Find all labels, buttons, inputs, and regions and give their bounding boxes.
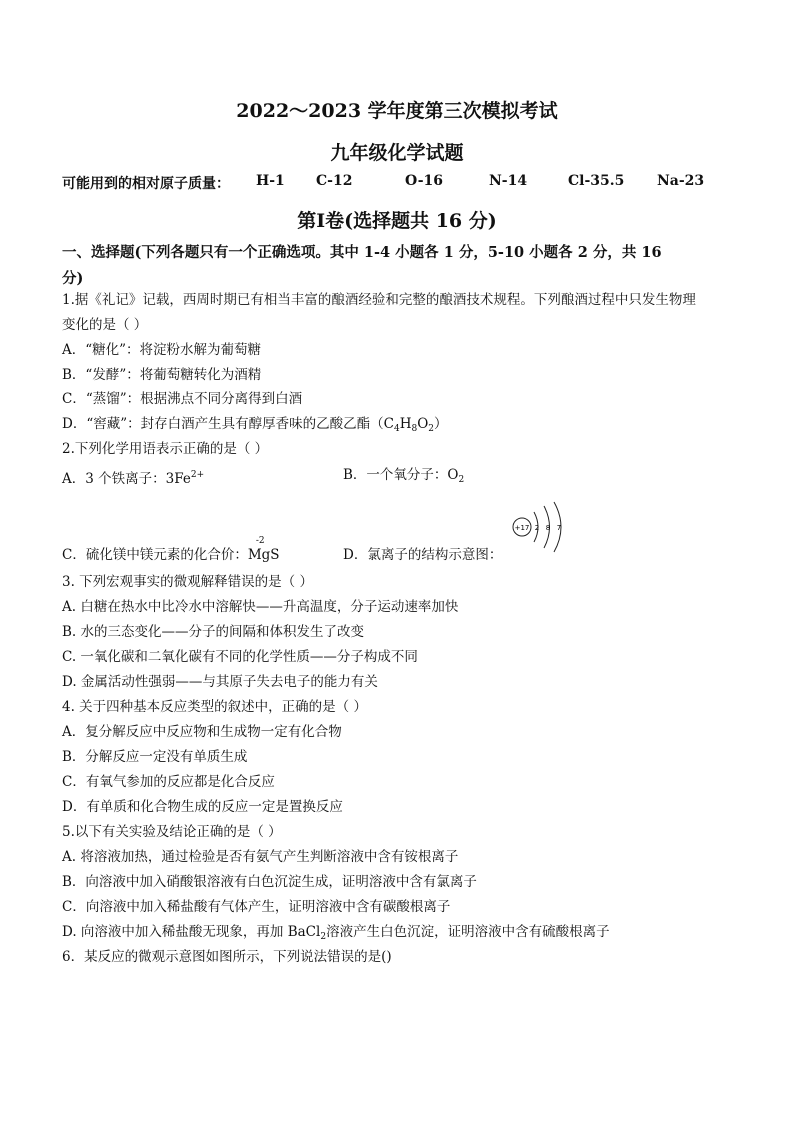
subject-title: 九年级化学试题 [330,142,464,164]
q2-c-formula-wrap [247,536,280,565]
q2-b-sub: 2 [458,475,465,485]
q1-option-c: C．“蒸馏”：根据沸点不同分离得到白酒 [62,391,303,407]
q5-d-text: D. 向溶液中加入稀盐酸无现象，再加 BaCl [62,924,321,940]
q1-option-b: B．“发酵”：将葡萄糖转化为酒精 [62,367,262,383]
atomic-masses-label: 可能用到的相对原子质量： [62,176,230,192]
q1-option-a: A．“糖化”：将淀粉水解为葡萄糖 [62,342,262,358]
q1-d-end: ） [434,416,448,432]
q2-option-d: D．氯离子的结构示意图： [343,547,503,563]
q1-d-sub-h: 8 [411,424,418,434]
q3-option-c: C. 一氧化碳和二氧化碳有不同的化学性质——分子构成不同 [62,649,418,665]
part-title: 第Ⅰ卷(选择题共 16 分) [297,210,497,232]
section-heading-line1: 一、选择题(下列各题只有一个正确选项。其中 1-4 小题各 1 分，5-10 小题各 2 分，共 16 [62,244,662,261]
q5-stem: 5.以下有关实验及结论正确的是（ ） [62,824,282,840]
q1-d-text: D．“窖藏”：封存白酒产生具有醇厚香味的乙酸乙酯（C [62,416,394,432]
q3-option-b: B. 水的三态变化——分子的间隔和体积发生了改变 [62,624,365,640]
section-heading [62,240,732,292]
q2-a-text: A．3 个铁离子：3Fe [62,471,191,487]
q2-option-b [343,465,464,490]
shell-2-electrons: 8 [545,524,551,532]
q4-option-c: C．有氧气参加的反应都是化合反应 [62,774,275,790]
q5-d-sub: 2 [320,932,327,942]
q2-stem: 2.下列化学用语表示正确的是（ ） [62,441,269,457]
q4-option-d: D．有单质和化合物生成的反应一定是置换反应 [62,799,343,815]
mass-h: H-1 [256,173,285,189]
q1-stem-line1: 1.据《礼记》记载，西周时期已有相当丰富的酿酒经验和完整的酿酒技术规程。下列酿酒过程中只发生物理 [62,292,696,308]
q5-option-b: B．向溶液中加入硝酸银溶液有白色沉淀生成，证明溶液中含有氯离子 [62,874,477,890]
q3-stem: 3. 下列宏观事实的微观解释错误的是（ ） [62,574,313,590]
section-heading-line2: 分) [62,270,84,287]
mass-n: N-14 [489,173,528,189]
mass-cl: Cl-35.5 [568,173,625,189]
shell-1-electrons: 2 [534,524,540,532]
q1-stem-line2: 变化的是（ ） [62,317,148,333]
mass-na: Na-23 [657,173,705,189]
nucleus-charge: +17 [514,524,530,532]
q2-c-formula: MgS [247,547,280,563]
q5-d-text-end: 溶液产生白色沉淀，证明溶液中含有硫酸根离子 [326,924,610,940]
q2-option-c [62,536,280,565]
q2-c-valence: -2 [255,536,265,546]
q1-d-sub-c: 4 [393,424,400,434]
q3-option-a: A. 白糖在热水中比冷水中溶解快——升高温度，分子运动速率加快 [62,599,459,615]
q4-option-b: B．分解反应一定没有单质生成 [62,749,248,765]
q1-option-d [62,414,448,439]
mass-c: C-12 [316,173,353,189]
shell-3-electrons: 7 [556,524,562,532]
q6-stem: 6．某反应的微观示意图如图所示，下列说法错误的是() [62,949,392,965]
q5-option-d [62,922,610,947]
exam-title: 2022～2023 学年度第三次模拟考试 [236,100,558,122]
q2-c-text: C．硫化镁中镁元素的化合价： [62,547,248,563]
chloride-ion-structure-diagram [508,500,572,556]
q2-a-charge: 2+ [190,470,205,480]
q3-option-d: D. 金属活动性强弱——与其原子失去电子的能力有关 [62,674,378,690]
q2-option-a [62,465,204,489]
q1-d-h: H [399,416,412,432]
q4-option-a: A．复分解反应中反应物和生成物一定有化合物 [62,724,342,740]
q5-option-c: C．向溶液中加入稀盐酸有气体产生，证明溶液中含有碳酸根离子 [62,899,451,915]
q2-b-text: B．一个氧分子：O [343,467,459,483]
q4-stem: 4. 关于四种基本反应类型的叙述中，正确的是（ ） [62,699,367,715]
q1-d-o: O [417,416,429,432]
q5-option-a: A. 将溶液加热，通过检验是否有氨气产生判断溶液中含有铵根离子 [62,849,459,865]
q1-d-sub-o: 2 [428,424,435,434]
mass-o: O-16 [405,173,444,189]
